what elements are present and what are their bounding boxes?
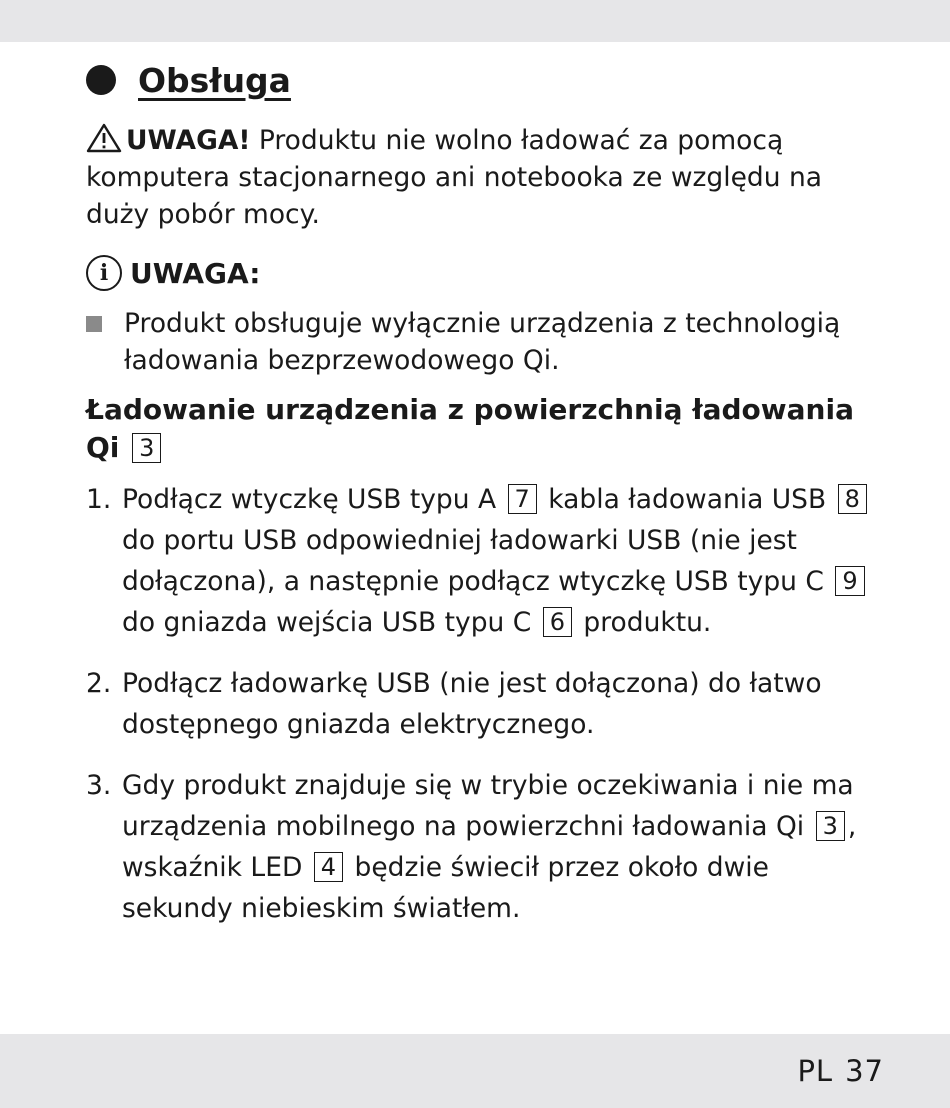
- step-text-part: Gdy produkt znajduje się w trybie oczekiwania i nie ma urządzenia mobilnego na powierzchni ładowania Qi: [122, 770, 854, 842]
- reference-number: 7: [508, 484, 537, 514]
- heading-text: Obsługa: [138, 60, 291, 100]
- note-heading: [86, 253, 886, 293]
- page-number-value: 37: [845, 1054, 884, 1088]
- note-label: UWAGA:: [130, 256, 261, 290]
- warning-paragraph: [86, 122, 886, 233]
- step-text-part: będzie świecił przez około dwie sekundy niebieskim światłem.: [122, 852, 769, 924]
- step-text-part: Podłącz wtyczkę USB typu A: [122, 484, 497, 515]
- step-text-part: do gniazda wejścia USB typu C: [122, 607, 532, 638]
- warning-label: UWAGA!: [126, 125, 251, 156]
- step-1: [86, 479, 886, 643]
- step-text-part: do portu USB odpowiedniej ładowarki USB (nie jest dołączona), a następnie podłącz wtyczkę USB typu C: [122, 525, 824, 597]
- step-text: Podłącz ładowarkę USB (nie jest dołączona) do łatwo dostępnego gniazda elektrycznego.: [122, 668, 822, 740]
- step-number: 2.: [86, 668, 112, 699]
- step-text: [122, 765, 886, 929]
- step-text-part: produktu.: [583, 607, 712, 638]
- reference-number: 8: [838, 484, 867, 514]
- page-content: [86, 54, 886, 929]
- reference-number: 3: [132, 433, 161, 463]
- step-text: [122, 479, 886, 643]
- step-text-part: , wskaźnik LED: [122, 811, 857, 883]
- reference-number: 6: [543, 607, 572, 637]
- language-code: PL: [797, 1054, 834, 1088]
- reference-number: 9: [835, 566, 864, 596]
- step-text-part: kabla ładowania USB: [548, 484, 827, 515]
- info-circle-icon: i: [86, 255, 122, 291]
- page-number: [797, 1054, 884, 1088]
- square-bullet-icon: [86, 316, 102, 332]
- note-bullet-text: Produkt obsługuje wyłącznie urządzenia z technologią ładowania bezprzewodowego Qi.: [124, 308, 841, 376]
- reference-number: 4: [314, 852, 343, 882]
- step-number: 1.: [86, 484, 112, 515]
- list-item: [86, 305, 886, 379]
- step-number: 3.: [86, 770, 112, 801]
- page-footer: [0, 1034, 950, 1108]
- subsection-title-text: Ładowanie urządzenia z powierzchnią ładowania Qi: [86, 393, 854, 464]
- step-2: [86, 663, 886, 745]
- warning-text: Produktu nie wolno ładować za pomocą komputera stacjonarnego ani notebooka ze względu na duży pobór mocy.: [86, 125, 822, 230]
- step-3: [86, 765, 886, 929]
- subsection-title: [86, 391, 886, 467]
- filled-circle-icon: [86, 65, 116, 95]
- steps-list: [86, 479, 886, 929]
- warning-triangle-icon: [86, 123, 122, 153]
- reference-number: 3: [816, 811, 845, 841]
- top-bar: [0, 0, 950, 42]
- section-heading: [86, 54, 886, 106]
